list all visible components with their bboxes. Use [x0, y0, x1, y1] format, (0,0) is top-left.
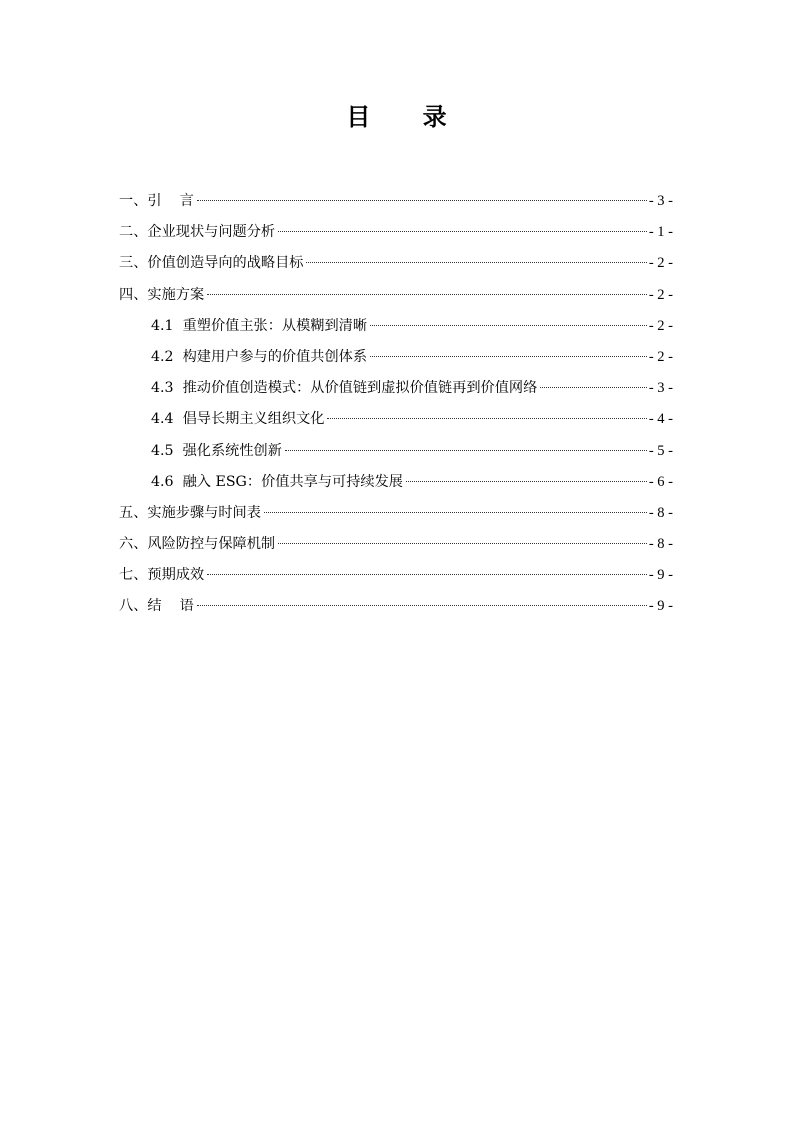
toc-entry-implementation-plan[interactable]: [119, 280, 673, 311]
toc-dot-leader: [197, 200, 647, 201]
toc-entry-label: 五、实施步骤与时间表: [119, 504, 261, 521]
toc-entry-4-2[interactable]: [119, 342, 673, 373]
toc-entry-label: 4.1 重塑价值主张：从模糊到清晰: [151, 317, 368, 334]
toc-entry-4-5[interactable]: [119, 436, 673, 467]
toc-dot-leader: [264, 512, 647, 513]
toc-page-number: - 1 -: [648, 224, 673, 241]
toc-page-number: - 8 -: [648, 536, 673, 553]
toc-entry-4-6[interactable]: [119, 467, 673, 498]
toc-entry-expected-results[interactable]: [119, 560, 673, 591]
toc-dot-leader: [370, 356, 647, 357]
toc-entry-risk-control[interactable]: [119, 529, 673, 560]
toc-entry-label: 一、引 言: [119, 193, 194, 209]
toc-page-number: - 6 -: [648, 473, 673, 490]
toc-entry-label: 四、实施方案: [119, 286, 205, 303]
toc-page-number: - 9 -: [648, 567, 673, 584]
toc-entry-label: 4.5 强化系统性创新: [151, 442, 282, 459]
toc-page-number: - 2 -: [648, 348, 673, 365]
toc-entry-timeline[interactable]: [119, 498, 673, 529]
toc-dot-leader: [406, 481, 647, 482]
toc-entry-label: 4.3 推动价值创造模式：从价值链到虚拟价值链再到价值网络: [151, 380, 538, 397]
toc-entry-label: 八、结 语: [119, 598, 194, 615]
toc-dot-leader: [327, 418, 646, 419]
toc-entry-label: 七、预期成效: [119, 567, 205, 584]
toc-entry-4-3[interactable]: [119, 373, 673, 404]
toc-entry-label: 4.4 倡导长期主义组织文化: [151, 411, 325, 428]
toc-entry-label: 六、风险防控与保障机制: [119, 536, 276, 553]
toc-page-number: - 9 -: [648, 598, 673, 615]
toc-page-number: - 3 -: [648, 380, 673, 397]
toc-entry-label: 4.2 构建用户参与的价值共创体系: [151, 348, 368, 365]
toc-entry-status-analysis[interactable]: [119, 217, 673, 248]
toc-dot-leader: [370, 325, 647, 326]
toc-page-number: - 2 -: [648, 317, 673, 334]
toc-entry-introduction[interactable]: [119, 186, 673, 217]
toc-entry-label: 4.6 融入 ESG：价值共享与可持续发展: [151, 473, 403, 490]
toc-entry-strategic-goals[interactable]: [119, 248, 673, 279]
toc-page-number: - 5 -: [648, 442, 673, 459]
toc-page-number: - 2 -: [648, 286, 673, 303]
toc-dot-leader: [197, 605, 647, 606]
toc-dot-leader: [540, 387, 647, 388]
toc-dot-leader: [285, 450, 647, 451]
toc-entry-4-1[interactable]: [119, 311, 673, 342]
toc-entry-4-4[interactable]: [119, 404, 673, 435]
toc-page-number: - 4 -: [648, 411, 673, 428]
toc-dot-leader: [207, 294, 647, 295]
toc-entry-label: 三、价值创造导向的战略目标: [119, 255, 304, 272]
toc-dot-leader: [278, 543, 647, 544]
table-of-contents: [119, 186, 673, 623]
toc-dot-leader: [306, 262, 646, 263]
toc-page-number: - 8 -: [648, 504, 673, 521]
page-title: 目 录: [346, 103, 469, 131]
toc-page-number: - 3 -: [648, 193, 673, 209]
toc-dot-leader: [278, 231, 647, 232]
toc-page-number: - 2 -: [648, 255, 673, 272]
toc-entry-conclusion[interactable]: [119, 591, 673, 622]
toc-entry-label: 二、企业现状与问题分析: [119, 224, 276, 241]
toc-dot-leader: [207, 574, 647, 575]
